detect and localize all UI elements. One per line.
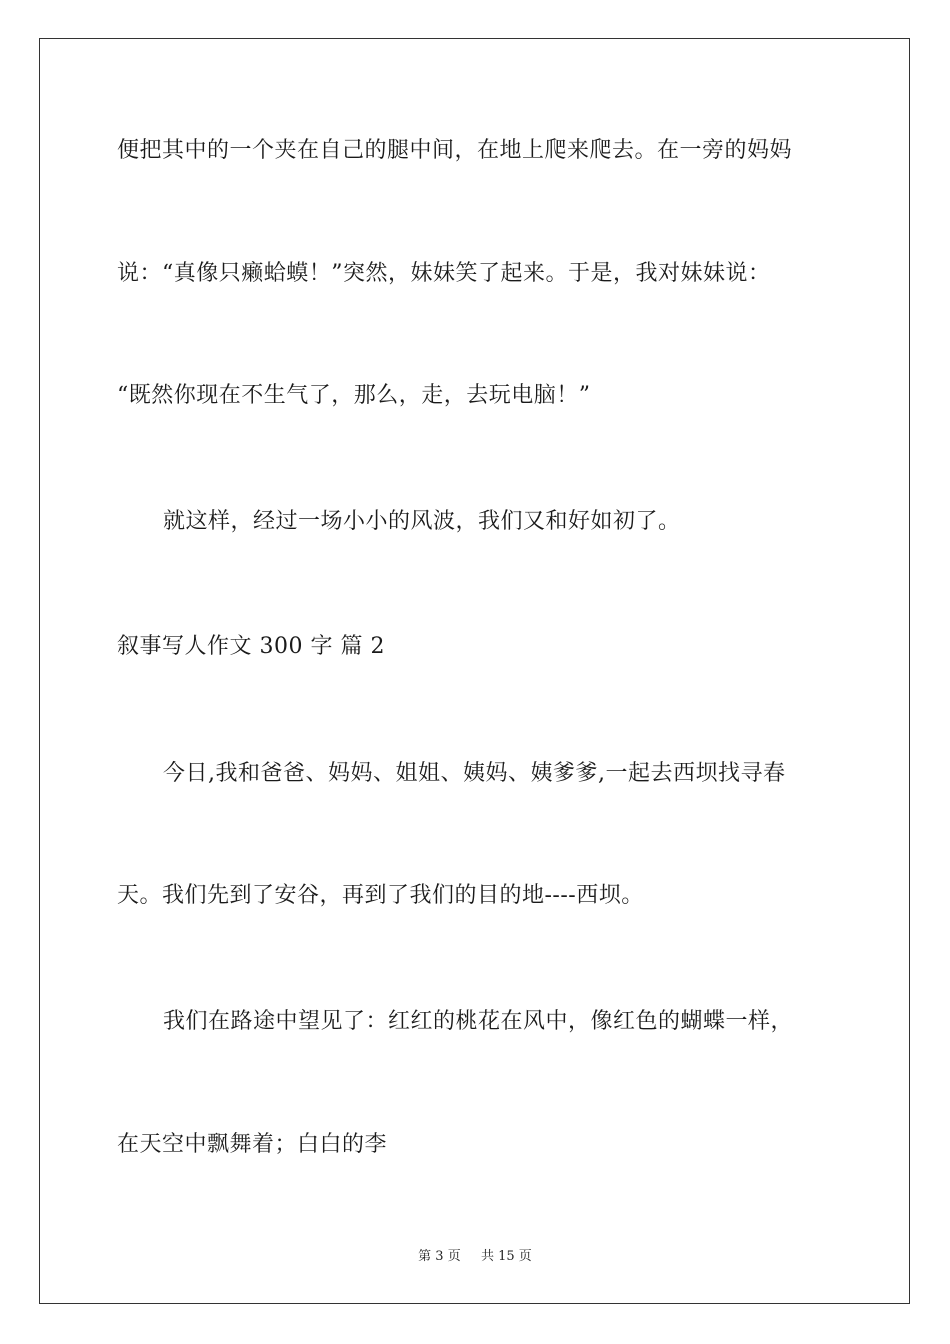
paragraph-line: 便把其中的一个夹在自己的腿中间，在地上爬来爬去。在一旁的妈妈 [117, 138, 793, 163]
paragraph-line: 天。我们先到了安谷，再到了我们的目的地----西坝。 [117, 883, 644, 908]
section-heading: 叙事写人作文 300 字 篇 2 [117, 634, 385, 659]
page-number: 第 3 页 [418, 1249, 461, 1264]
page-border [39, 38, 910, 1304]
paragraph-line: 我们在路途中望见了：红红的桃花在风中，像红色的蝴蝶一样， [163, 1009, 794, 1034]
paragraph-line: 今日,我和爸爸、妈妈、姐姐、姨妈、姨爹爹,一起去西坝找寻春 [163, 761, 786, 786]
paragraph-line: 说：“真像只癞蛤蟆！”突然，妹妹笑了起来。于是，我对妹妹说： [117, 261, 771, 286]
page-footer [0, 1248, 950, 1266]
page-total: 共 15 页 [481, 1249, 532, 1264]
paragraph-line: 就这样，经过一场小小的风波，我们又和好如初了。 [163, 509, 681, 534]
paragraph-line: 在天空中飘舞着；白白的李 [117, 1132, 388, 1157]
paragraph-line: “既然你现在不生气了，那么，走，去玩电脑！” [117, 383, 591, 408]
